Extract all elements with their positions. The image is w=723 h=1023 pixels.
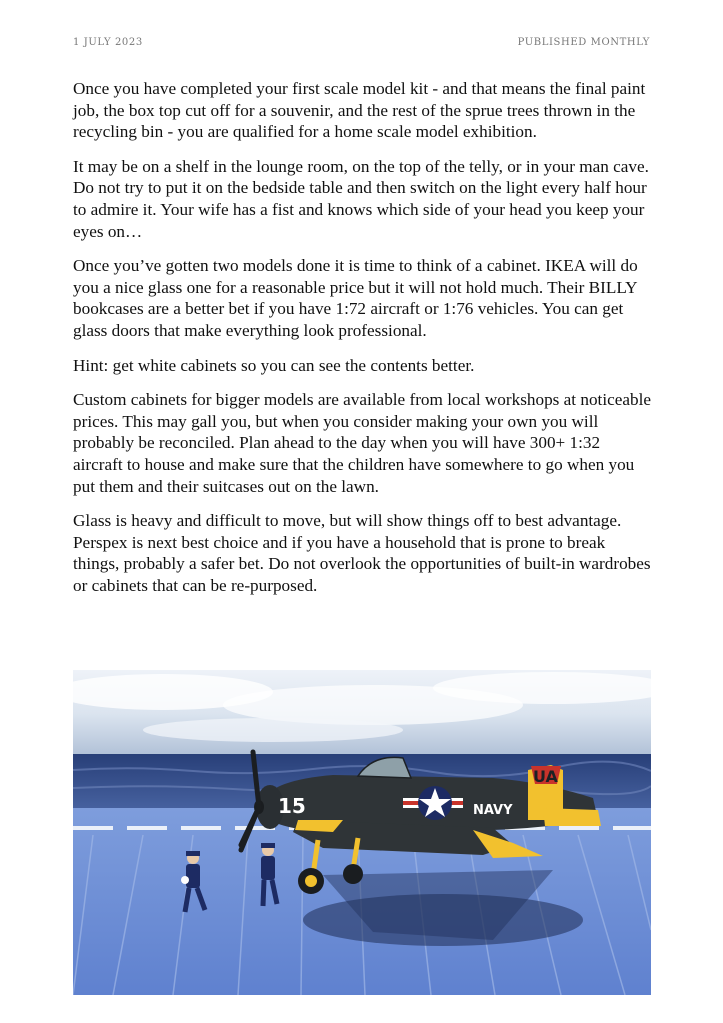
paragraph: Once you’ve gotten two models done it is time to think of a cabinet. IKEA will do you a nice glass one for a reasonable price but it will not hold much. Their BILLY bookcases are a better bet if you have 1:72 aircraft or 1:76 vehicles. You can get glass doors that make everything look professional.	[73, 256, 638, 340]
paragraph: Once you have completed your first scale model kit - and that means the final paint job, the box top cut off for a souvenir, and the rest of the sprue trees thrown in the recycling bin - you are qualified for a home scale model exhibition.	[73, 79, 646, 142]
issue-date: 1 JULY 2023	[73, 37, 143, 48]
aircraft-number: 15	[278, 794, 306, 818]
paragraph: Glass is heavy and difficult to move, but will show things off to best advantage. Perspex is next best choice and if you have a household that is prone to break things, probably a safer bet. Do not overlook the opportunities of built-in wardrobes or cabinets that can be re-purposed.	[73, 511, 651, 595]
article-body	[73, 78, 651, 609]
model-aircraft-photo	[73, 670, 651, 995]
page-header	[73, 37, 650, 51]
publication-frequency: PUBLISHED MONTHLY	[517, 37, 650, 48]
paragraph: Custom cabinets for bigger models are available from local workshops at noticeable prices. This may gall you, but when you consider making your own you will probably be reconciled. Plan ahead to the day when you will have 300+ 1:32 aircraft to house and make sure that the children have somewhere to go when you put them and their suitcases out on the lawn.	[73, 390, 651, 496]
paragraph: Hint: get white cabinets so you can see the contents better.	[73, 355, 475, 375]
photo-illustration	[73, 670, 651, 995]
tail-code: UA	[533, 767, 558, 786]
paragraph: It may be on a shelf in the lounge room, on the top of the telly, or in your man cave. Do not try to put it on the bedside table and then switch on the light every half hour to admire it. Your wife has a fist and knows which side of your head you keep your eyes on…	[73, 156, 649, 241]
navy-marking: NAVY	[473, 803, 513, 818]
